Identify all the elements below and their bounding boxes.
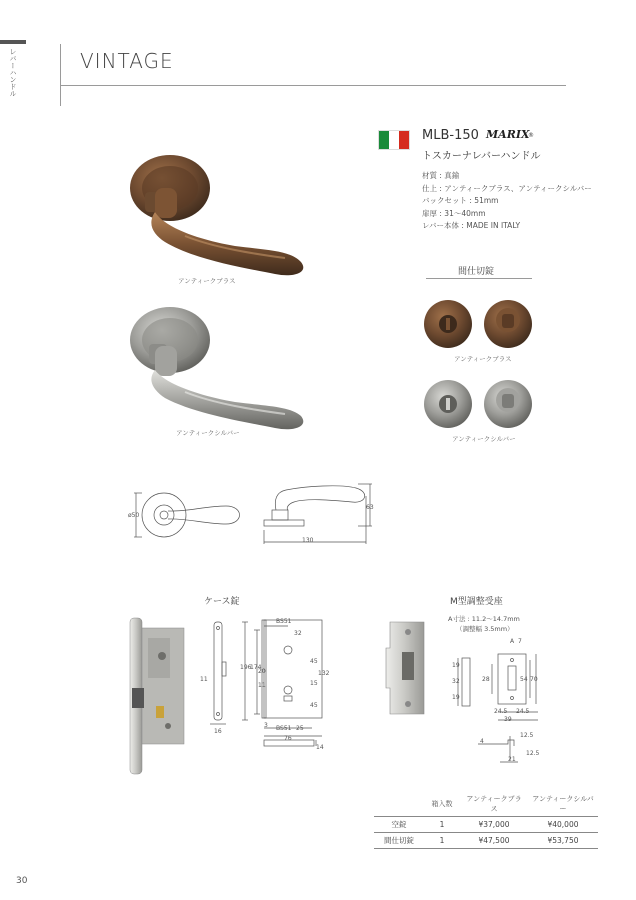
lever-silver-photo	[125, 302, 315, 432]
dim-45-bottom: 45	[310, 702, 318, 709]
brand-logo: MARIX	[486, 128, 530, 141]
strike-plate-photo	[384, 618, 430, 718]
row-type: 間仕切錠	[374, 833, 424, 849]
dim-76: 76	[284, 735, 292, 742]
dim-21: 21	[508, 756, 516, 763]
row-price-brass: ¥37,000	[460, 817, 528, 833]
price-header-brass: アンティークブラス	[466, 795, 522, 813]
dim-diameter: ø50	[128, 512, 140, 519]
dim-54: 54	[520, 676, 528, 683]
price-header-qty: 箱入数	[431, 800, 453, 808]
dim-32: 32	[294, 630, 302, 637]
price-table	[374, 792, 598, 849]
price-header-label	[374, 792, 424, 817]
product-name: トスカーナレバーハンドル	[422, 151, 541, 162]
registered-mark: ®	[528, 132, 534, 139]
dim-11-left: 11	[200, 676, 208, 683]
dim-length: 130	[302, 537, 314, 544]
dim-bs51-bottom: BS51	[276, 725, 292, 732]
price-header-silver: アンティークシルバー	[532, 795, 594, 813]
privacy-lock-heading: 間仕切錠	[458, 267, 495, 277]
dim-132: 132	[318, 670, 330, 677]
privacy-silver-photo	[420, 376, 540, 432]
dim-45-top: 45	[310, 658, 318, 665]
dim-24-5-right: 24.5	[516, 708, 530, 715]
strike-note-a: A寸法 : 11.2〜14.7mm	[448, 615, 520, 623]
dim-16: 16	[214, 728, 222, 735]
spec-backset: バックセット : 51mm	[422, 196, 499, 205]
privacy-heading-rule	[426, 278, 532, 279]
page-number: 30	[16, 876, 28, 886]
dim-19-top: 19	[452, 662, 460, 669]
side-tab-marker	[0, 40, 26, 44]
dim-12-5-top: 12.5	[520, 732, 534, 739]
dim-4: 4	[480, 738, 484, 745]
lever-technical-drawing	[126, 480, 386, 554]
privacy-silver-caption: アンティークシルバー	[452, 435, 516, 443]
lever-silver-caption: アンティークシルバー	[176, 429, 240, 437]
dim-24-5-left: 24.5	[494, 708, 508, 715]
dim-20: 20	[258, 668, 266, 675]
dim-bs51-top: BS51	[276, 618, 292, 625]
strike-plate-heading: M型調整受座	[450, 597, 503, 607]
dim-25: 25	[296, 725, 304, 732]
dim-3: 3	[264, 722, 268, 729]
table-row	[374, 817, 598, 833]
dim-174: 174	[250, 664, 262, 671]
row-price-silver: ¥40,000	[528, 817, 598, 833]
spec-material: 材質 : 真鍮	[422, 171, 460, 180]
row-type: 空錠	[374, 817, 424, 833]
dim-7: 7	[518, 638, 522, 645]
dim-11-right: 11	[258, 682, 266, 689]
product-specs	[422, 170, 592, 233]
row-qty: 1	[424, 833, 460, 849]
lever-brass-photo	[125, 150, 315, 280]
page-title: VINTAGE	[80, 49, 174, 73]
dim-196: 196	[240, 664, 252, 671]
dim-70: 70	[530, 676, 538, 683]
case-lock-photo	[128, 616, 188, 776]
side-category-label: レバーハンドル	[9, 48, 17, 97]
dim-19-bottom: 19	[452, 694, 460, 701]
case-lock-heading: ケース錠	[204, 597, 240, 607]
dim-14: 14	[316, 744, 324, 751]
dim-12-5-bottom: 12.5	[526, 750, 540, 757]
lever-brass-caption: アンティークブラス	[178, 277, 236, 285]
dim-height: 63	[366, 504, 374, 511]
italy-flag-icon	[378, 130, 410, 150]
dim-15: 15	[310, 680, 318, 687]
header-vertical-rule	[60, 44, 61, 106]
spec-finish: 仕上 : アンティークブラス、アンティークシルバー	[422, 183, 592, 193]
case-lock-drawing	[208, 610, 328, 764]
header-horizontal-rule	[60, 85, 566, 86]
spec-origin: レバー本体 : MADE IN ITALY	[422, 221, 521, 230]
strike-note-range: （調整幅 3.5mm）	[456, 625, 514, 633]
spec-door-thickness: 扉厚 : 31〜40mm	[422, 208, 486, 218]
row-price-silver: ¥53,750	[528, 833, 598, 849]
dim-a: A	[510, 638, 515, 645]
privacy-brass-photo	[420, 296, 540, 352]
privacy-brass-caption: アンティークブラス	[454, 355, 512, 363]
row-qty: 1	[424, 817, 460, 833]
dim-28: 28	[482, 676, 490, 683]
row-price-brass: ¥47,500	[460, 833, 528, 849]
dim-32: 32	[452, 678, 460, 685]
product-model: MLB-150	[422, 128, 479, 143]
dim-39: 39	[504, 716, 512, 723]
table-row	[374, 833, 598, 849]
